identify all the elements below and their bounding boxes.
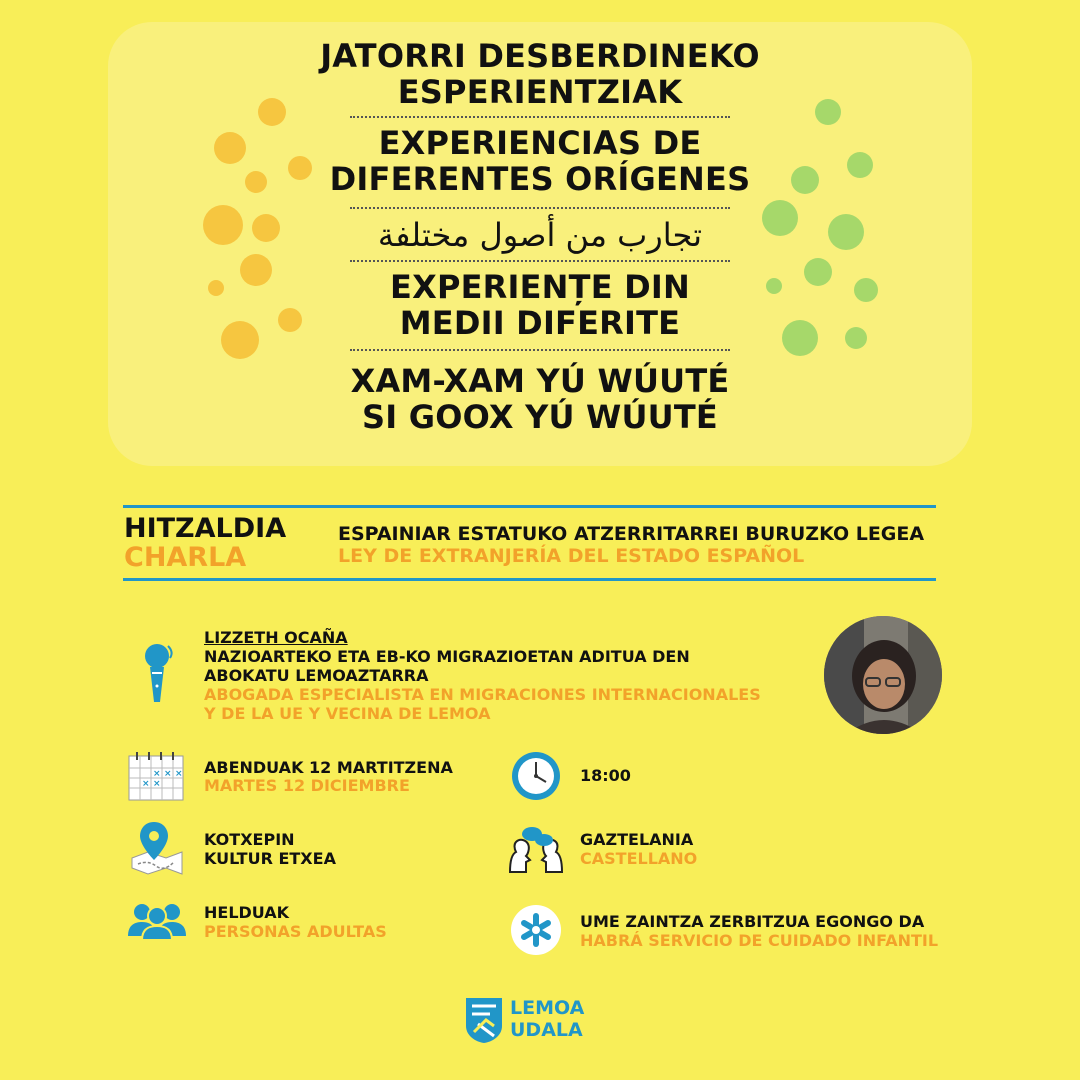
title-basque: JATORRI DESBERDINEKO ESPERIENTZIAK <box>320 37 760 111</box>
microphone-icon <box>140 640 178 706</box>
svg-text:×: × <box>175 769 183 779</box>
location-map-icon <box>128 820 186 876</box>
talk-topic-es: LEY DE EXTRANJERÍA DEL ESTADO ESPAÑOL <box>338 545 805 567</box>
title-separator <box>350 260 730 262</box>
childcare-icon <box>510 904 562 956</box>
audience-es: PERSONAS ADULTAS <box>204 922 387 941</box>
divider-bottom <box>123 578 936 581</box>
date-es: MARTES 12 DICIEMBRE <box>204 776 410 795</box>
talk-type-eu: HITZALDIA <box>124 513 287 544</box>
place-line1: KOTXEPIN <box>204 830 295 849</box>
speaker-desc-eu-1: NAZIOARTEKO ETA EB-KO MIGRAZIOETAN ADITUA DEN <box>204 647 690 666</box>
speaker-desc-eu-2: ABOKATU LEMOAZTARRA <box>204 666 429 685</box>
time: 18:00 <box>580 766 631 785</box>
calendar-icon <box>127 750 185 802</box>
speaker-desc-es-1: ABOGADA ESPECIALISTA EN MIGRACIONES INTERNACIONALES <box>204 685 761 704</box>
title-separator <box>350 349 730 351</box>
svg-text:×: × <box>153 779 161 789</box>
svg-text:×: × <box>153 769 161 779</box>
place-line2: KULTUR ETXEA <box>204 849 336 868</box>
title-romanian: EXPERIENȚE DIN MEDII DIFERITE <box>390 268 690 342</box>
title-arabic: تجارب من أصول مختلفة <box>377 216 703 254</box>
lemoa-logo-icon <box>464 996 504 1044</box>
language-es: CASTELLANO <box>580 849 698 868</box>
title-separator <box>350 116 730 118</box>
people-icon <box>128 902 186 940</box>
childcare-es: HABRÁ SERVICIO DE CUIDADO INFANTIL <box>580 931 939 950</box>
lemoa-logo-text <box>510 997 584 1041</box>
conversation-icon <box>506 824 566 874</box>
svg-text:×: × <box>164 769 172 779</box>
talk-topic-eu: ESPAINIAR ESTATUKO ATZERRITARREI BURUZKO LEGEA <box>338 523 925 545</box>
speaker-photo <box>824 616 942 734</box>
audience-eu: HELDUAK <box>204 903 290 922</box>
multilingual-titles <box>108 38 972 435</box>
childcare-eu: UME ZAINTZA ZERBITZUA EGONGO DA <box>580 912 925 931</box>
speaker-name: LIZZETH OCAÑA <box>204 628 348 647</box>
divider-top <box>123 505 936 508</box>
speaker-desc-es-2: Y DE LA UE Y VECINA DE LEMOA <box>204 704 491 723</box>
title-spanish: EXPERIENCIAS DE DIFERENTES ORÍGENES <box>329 124 751 198</box>
language-eu: GAZTELANIA <box>580 830 694 849</box>
title-separator <box>350 207 730 209</box>
title-wolof: XAM-XAM YÚ WÚUTÉ SI GOOX YÚ WÚUTÉ <box>350 362 730 436</box>
svg-text:×: × <box>142 779 150 789</box>
logo-line1: LEMOA <box>510 997 585 1019</box>
logo-line2: UDALA <box>510 1019 583 1041</box>
clock-icon <box>510 750 562 802</box>
talk-type-es: CHARLA <box>124 542 247 573</box>
date-eu: ABENDUAK 12 MARTITZENA <box>204 758 453 777</box>
